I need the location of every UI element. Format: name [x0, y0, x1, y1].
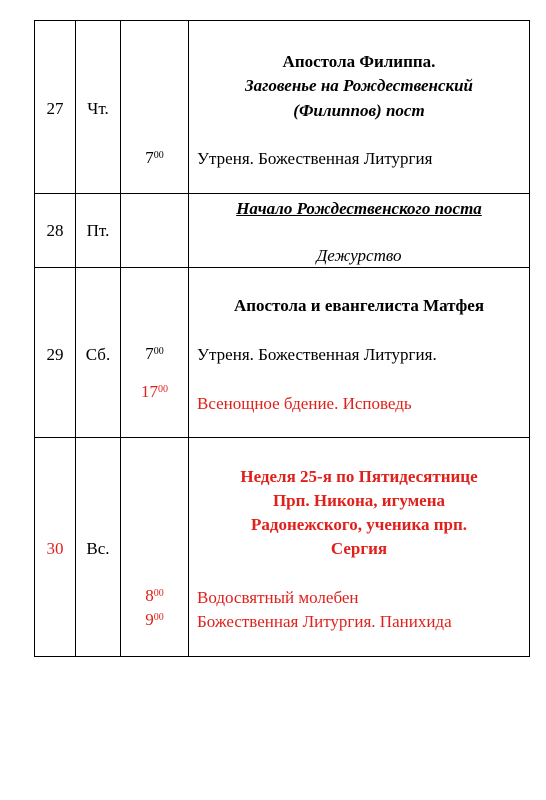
- duty-note: Дежурство: [316, 246, 402, 265]
- schedule-table: [34, 20, 530, 657]
- service-time: $7^{00}$: [145, 344, 164, 363]
- time-cell: [121, 268, 189, 438]
- table-row: [35, 438, 530, 657]
- description-cell: [189, 21, 530, 194]
- feast-title-line: Прп. Никона, игумена: [272, 491, 446, 510]
- time-cell: [121, 438, 189, 657]
- weekday-cell: [76, 268, 121, 438]
- feast-subtitle-line: Заговенье на Рождественский: [244, 76, 474, 95]
- feast-title: Апостола и евангелиста Матфея: [233, 296, 485, 315]
- service-text: Водосвятный молебен: [197, 588, 359, 607]
- day-cell: [35, 194, 76, 268]
- weekday: Сб.: [85, 345, 111, 364]
- service-text: Утреня. Божественная Литургия.: [197, 345, 437, 364]
- table-row: [35, 268, 530, 438]
- service-text: Божественная Литургия. Панихида: [197, 612, 452, 631]
- time-cell: [121, 194, 189, 268]
- day-cell: [35, 268, 76, 438]
- table-row: [35, 21, 530, 194]
- service-time: $8^{00}$: [145, 586, 164, 605]
- feast-subtitle-line: (Филиппов) пост: [293, 101, 425, 120]
- table-row: [35, 194, 530, 268]
- service-time: $7^{00}$: [145, 148, 164, 167]
- day-number: 30: [46, 539, 64, 558]
- description-cell: [189, 268, 530, 438]
- day-cell: [35, 21, 76, 194]
- description-cell: [189, 438, 530, 657]
- weekday-cell: [76, 194, 121, 268]
- day-number: 28: [46, 221, 64, 240]
- weekday: Пт.: [86, 221, 110, 240]
- day-number: 27: [46, 99, 64, 118]
- fast-start-title: Начало Рождественского поста: [236, 199, 482, 218]
- feast-title-line: Сергия: [330, 539, 388, 558]
- day-number: 29: [46, 345, 64, 364]
- feast-title-line: Радонежского, ученика прп.: [250, 515, 468, 534]
- time-cell: [121, 21, 189, 194]
- service-text: Утреня. Божественная Литургия: [197, 149, 433, 168]
- feast-title-line: Неделя 25-я по Пятидесятнице: [240, 467, 478, 486]
- weekday-cell: [76, 438, 121, 657]
- service-time: $9^{00}$: [145, 610, 164, 629]
- weekday: Вс.: [86, 539, 110, 558]
- weekday-cell: [76, 21, 121, 194]
- feast-title: Апостола Филиппа.: [282, 52, 436, 71]
- weekday: Чт.: [87, 99, 109, 118]
- service-time: $17^{00}$: [141, 382, 168, 401]
- description-cell: [189, 194, 530, 268]
- service-text: Всенощное бдение. Исповедь: [197, 394, 412, 413]
- day-cell: [35, 438, 76, 657]
